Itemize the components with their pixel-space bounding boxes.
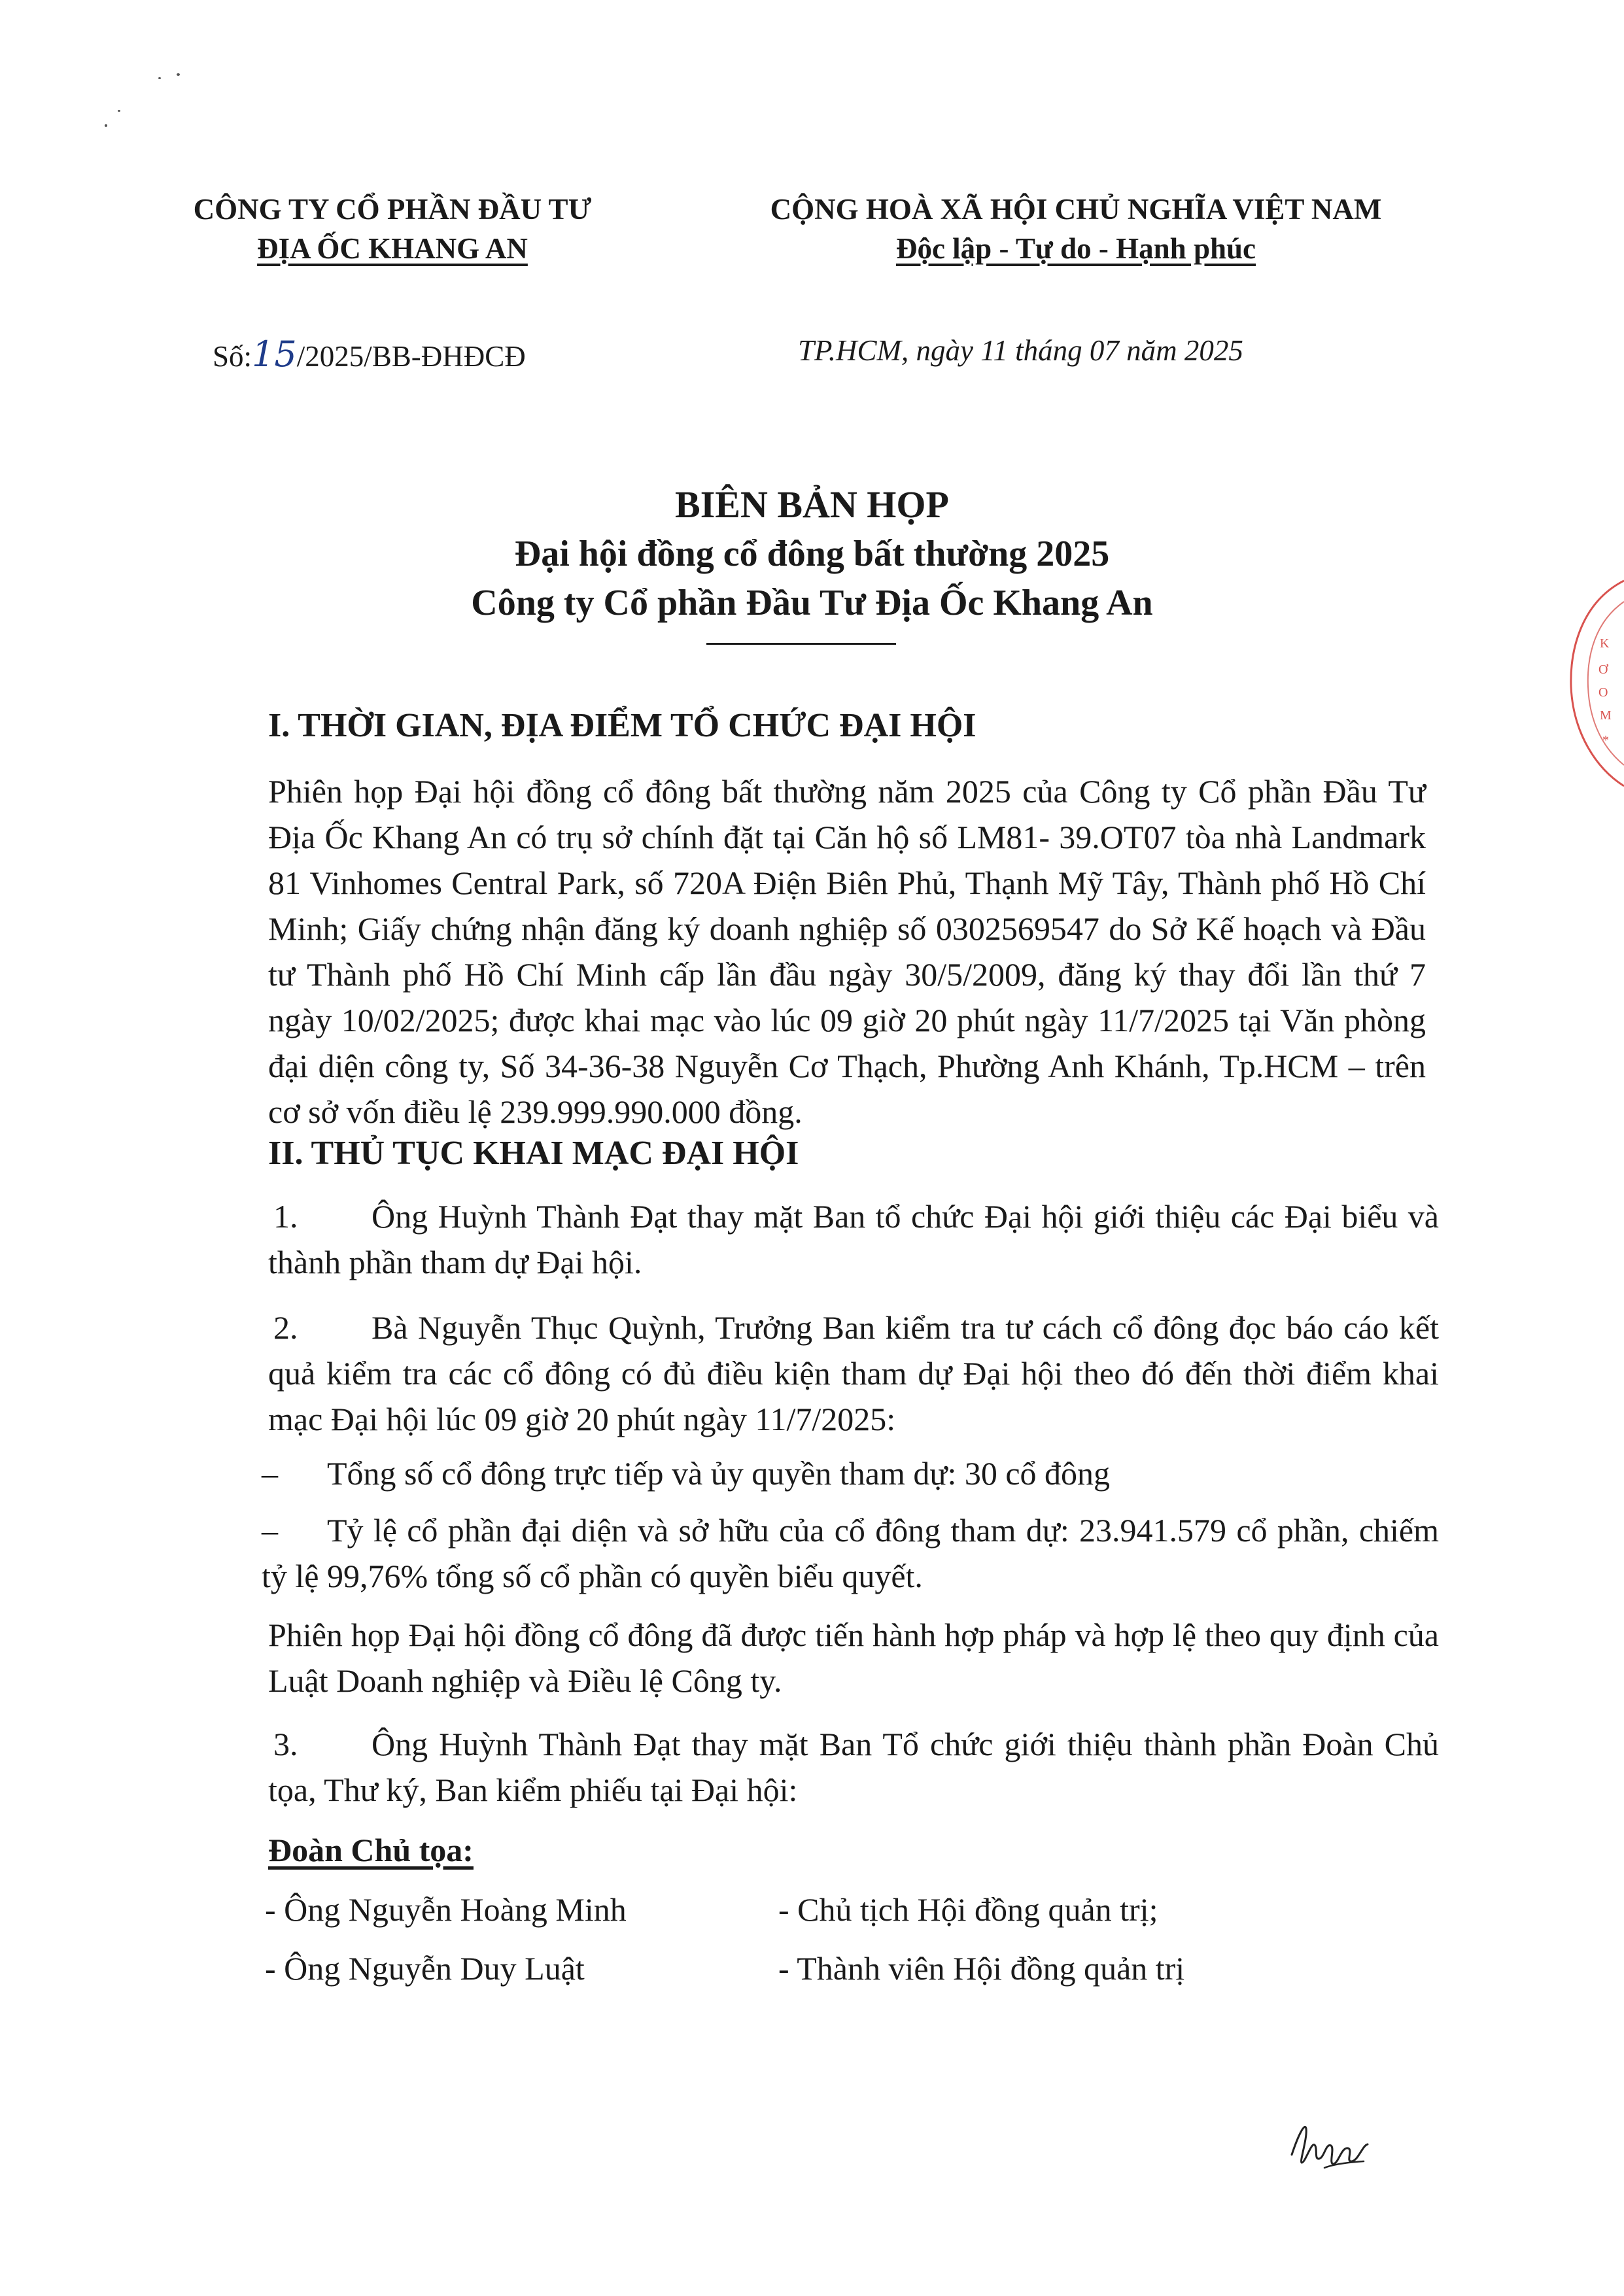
presidium-member-name: - Ông Nguyễn Hoàng Minh [265, 1891, 627, 1928]
document-number [213, 334, 526, 375]
document-title: BIÊN BẢN HỌP [675, 483, 949, 526]
seal-text: K [1600, 636, 1610, 651]
section-2-heading: II. THỦ TỤC KHAI MẠC ĐẠI HỘI [268, 1135, 799, 1172]
meeting-name: Đại hội đồng cổ đông bất thường 2025 [514, 534, 1110, 574]
svg-text:*: * [1602, 733, 1609, 747]
place-date: TP.HCM, ngày 11 tháng 07 năm 2025 [798, 334, 1243, 367]
national-motto: Độc lập - Tự do - Hạnh phúc [895, 232, 1256, 265]
presidium-heading: Đoàn Chủ tọa: [268, 1832, 474, 1868]
item-3-number: 3. [273, 1726, 298, 1762]
national-motto-block [674, 190, 1478, 268]
item-3 [268, 1721, 1439, 1813]
item-2-text: Bà Nguyễn Thục Quỳnh, Trưởng Ban kiểm tra tư cách cổ đông đọc báo cáo kết quả kiểm tra các cổ đông có đủ điều kiện tham dự Đại hội theo đó đến thời điểm khai mạc Đại hội lúc 09 giờ 20 phút ngày 11/7/2025: [268, 1309, 1439, 1437]
bullet-dash: – [262, 1512, 278, 1549]
bullet-attendees-text: Tổng số cổ đông trực tiếp và ủy quyền tham dự: 30 cổ đông [327, 1455, 1111, 1492]
scan-speck [177, 73, 180, 76]
presidium-member-role: - Thành viên Hội đồng quản trị [778, 1950, 1185, 1987]
scan-speck [105, 124, 107, 127]
red-seal-fragment [1557, 575, 1624, 791]
handwritten-initials-signature [1285, 2116, 1377, 2181]
presidium-member-name: - Ông Nguyễn Duy Luật [265, 1950, 585, 1987]
section-1-paragraph: Phiên họp Đại hội đồng cổ đông bất thường năm 2025 của Công ty Cổ phần Đầu Tư Địa Ốc Khang An có trụ sở chính đặt tại Căn hộ số LM81- 39.OT07 tòa nhà Landmark 81 Vinhomes Central Park, số 720A Điện Biên Phủ, Thạnh Mỹ Tây, Thành phố Hồ Chí Minh; Giấy chứng nhận đăng ký doanh nghiệp số 0302569547 do Sở Kế hoạch và Đầu tư Thành phố Hồ Chí Minh cấp lần đầu ngày 30/5/2009, đăng ký thay đổi lần thứ 7 ngày 10/02/2025; được khai mạc vào lúc 09 giờ 20 phút ngày 11/7/2025 tại Văn phòng đại diện công ty, Số 34-36-38 Nguyễn Cơ Thạch, Phường Anh Khánh, Tp.HCM – trên cơ sở vốn điều lệ 239.999.990.000 đồng. [268, 773, 1426, 1130]
item-3-text: Ông Huỳnh Thành Đạt thay mặt Ban Tổ chức giới thiệu thành phần Đoàn Chủ tọa, Thư ký, Ban kiểm phiếu tại Đại hội: [268, 1726, 1439, 1808]
section-1-heading: I. THỜI GIAN, ĐỊA ĐIỂM TỔ CHỨC ĐẠI HỘI [268, 707, 976, 744]
company-name-block [131, 190, 654, 268]
document-number-suffix: /2025/BB-ĐHĐCĐ [296, 340, 526, 373]
bullet-attendees [262, 1450, 1110, 1496]
presidium-member-role: - Chủ tịch Hội đồng quản trị; [778, 1891, 1158, 1928]
svg-text:O: O [1598, 685, 1608, 700]
legal-validity-paragraph: Phiên họp Đại hội đồng cổ đông đã được tiến hành hợp pháp và hợp lệ theo quy định của Luật Doanh nghiệp và Điều lệ Công ty. [268, 1617, 1439, 1699]
scan-speck [158, 77, 161, 79]
company-name-line2: ĐỊA ỐC KHANG AN [257, 232, 528, 265]
bullet-share-ratio-text: Tỷ lệ cổ phần đại diện và sở hữu của cổ đông tham dự: 23.941.579 cổ phần, chiếm tỷ lệ 99,76% tổng số cổ phần có quyền biểu quyết. [262, 1512, 1439, 1594]
item-1-text: Ông Huỳnh Thành Đạt thay mặt Ban tổ chức Đại hội giới thiệu các Đại biểu và thành phần tham dự Đại hội. [268, 1198, 1439, 1280]
item-2 [268, 1305, 1439, 1442]
bullet-share-ratio [262, 1507, 1439, 1599]
item-2-number: 2. [273, 1309, 298, 1346]
company-name-line1: CÔNG TY CỔ PHẦN ĐẦU TƯ [193, 193, 592, 226]
svg-text:M: M [1600, 708, 1612, 723]
nation-name: CỘNG HOÀ XÃ HỘI CHỦ NGHĨA VIỆT NAM [770, 193, 1382, 226]
document-number-prefix: Số: [213, 340, 252, 373]
item-1-number: 1. [273, 1198, 298, 1235]
svg-text:Ơ: Ơ [1598, 662, 1608, 677]
item-1 [268, 1193, 1439, 1285]
title-underline [706, 643, 896, 645]
handwritten-number: 15 [252, 334, 297, 375]
scan-speck [118, 110, 120, 112]
company-full-name: Công ty Cổ phần Đầu Tư Địa Ốc Khang An [471, 583, 1153, 623]
bullet-dash: – [262, 1455, 278, 1492]
